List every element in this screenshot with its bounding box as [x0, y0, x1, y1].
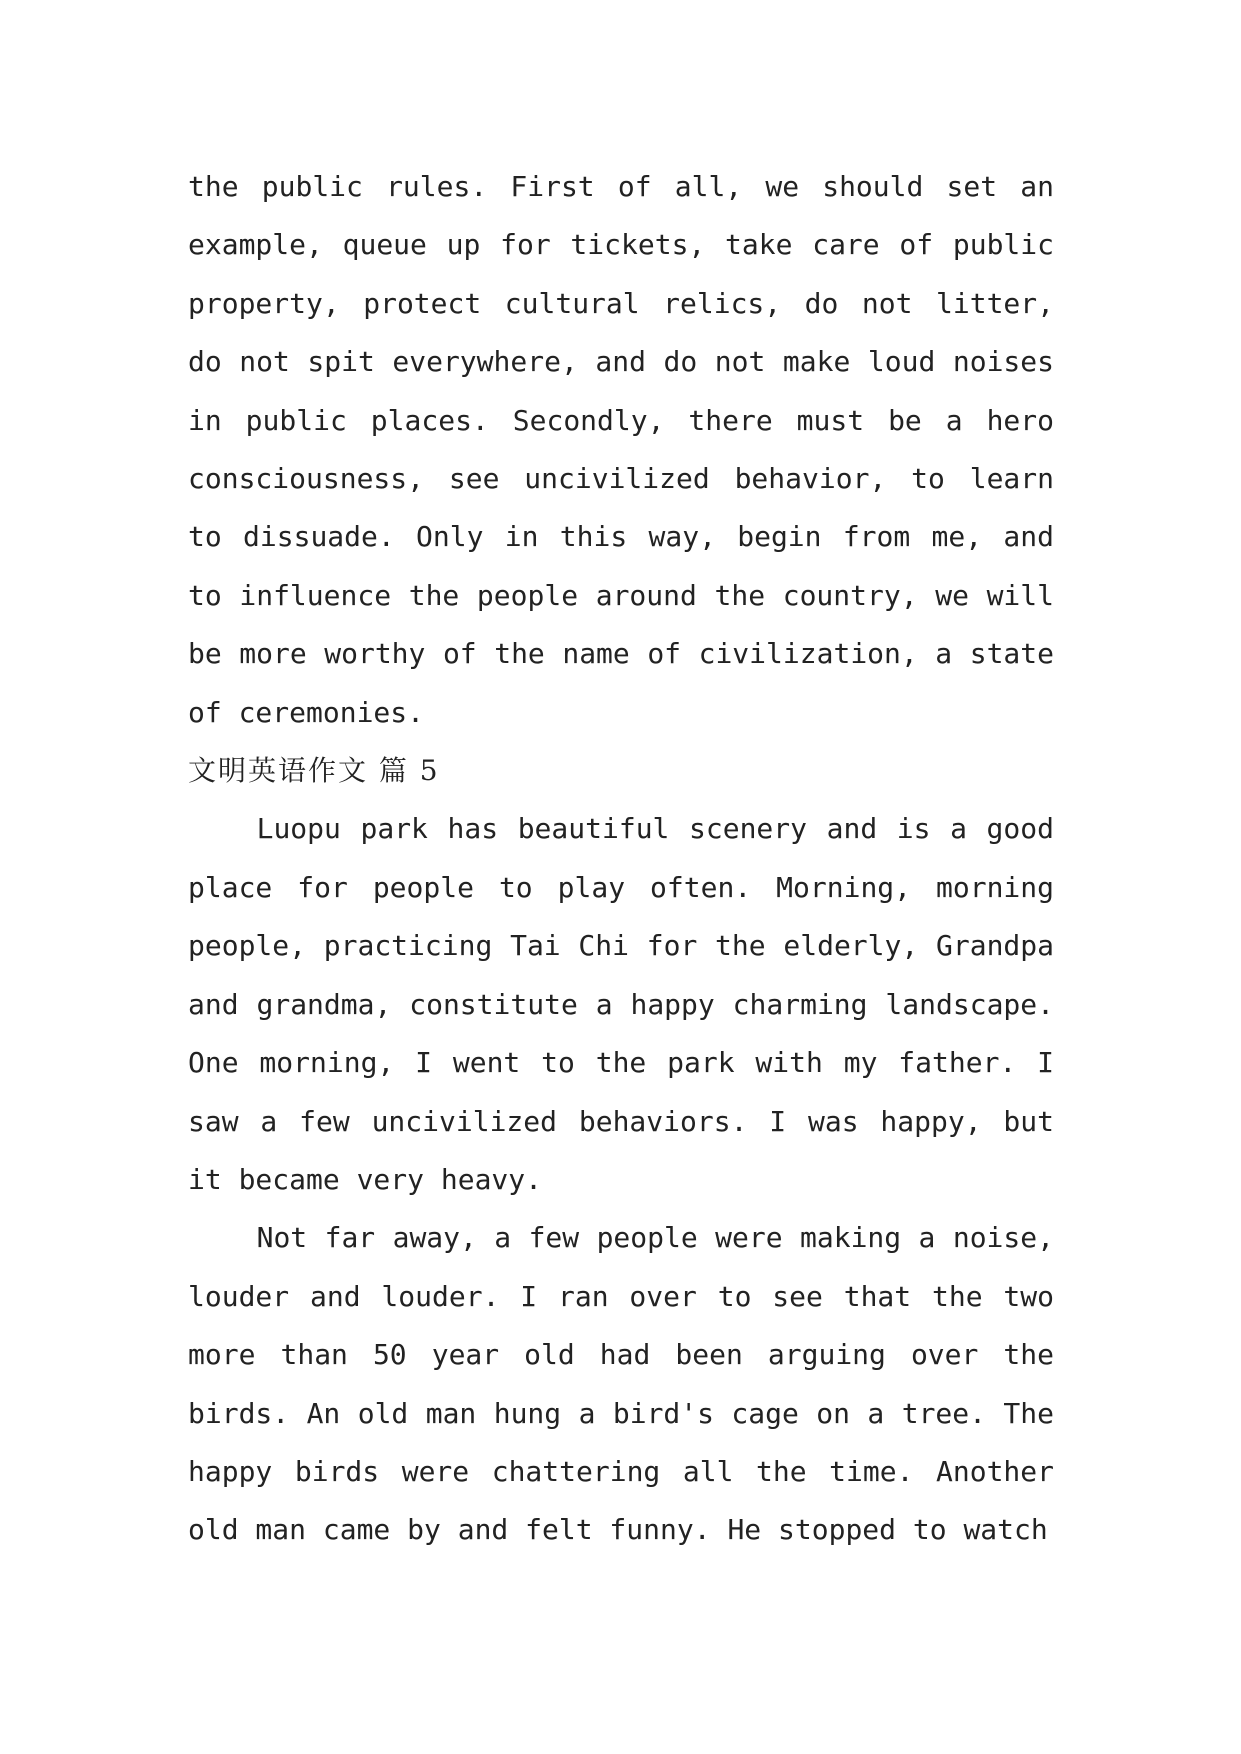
section-heading: 文明英语作文 篇 5 — [188, 754, 440, 788]
paragraph-3: Not far away, a few people were making a noise, louder and louder. I ran over to see that the two more than 50 year old had been arguing over the birds. An old man hung a bird's cage on a tree. The happy birds were chattering all the time. Another old man came by and felt funny. He stopped to watch — [188, 1221, 1054, 1547]
document-body — [188, 158, 1054, 1560]
paragraph-2: Luopu park has beautiful scenery and is a good place for people to play often. Morning, morning people, practicing Tai Chi for the elderly, Grandpa and grandma, constitute a happy charming landscape. One morning, I went to the park with my father. I saw a few uncivilized behaviors. I was happy, but it became very heavy. — [188, 812, 1054, 1196]
paragraph-1: the public rules. First of all, we should set an example, queue up for tickets, take care of public property, protect cultural relics, do not litter, do not spit everywhere, and do not make loud noises in public places. Secondly, there must be a hero consciousness, see uncivilized behavior, to learn to dissuade. Only in this way, begin from me, and to influence the people around the country, we will be more worthy of the name of civilization, a state of ceremonies. — [188, 170, 1054, 729]
